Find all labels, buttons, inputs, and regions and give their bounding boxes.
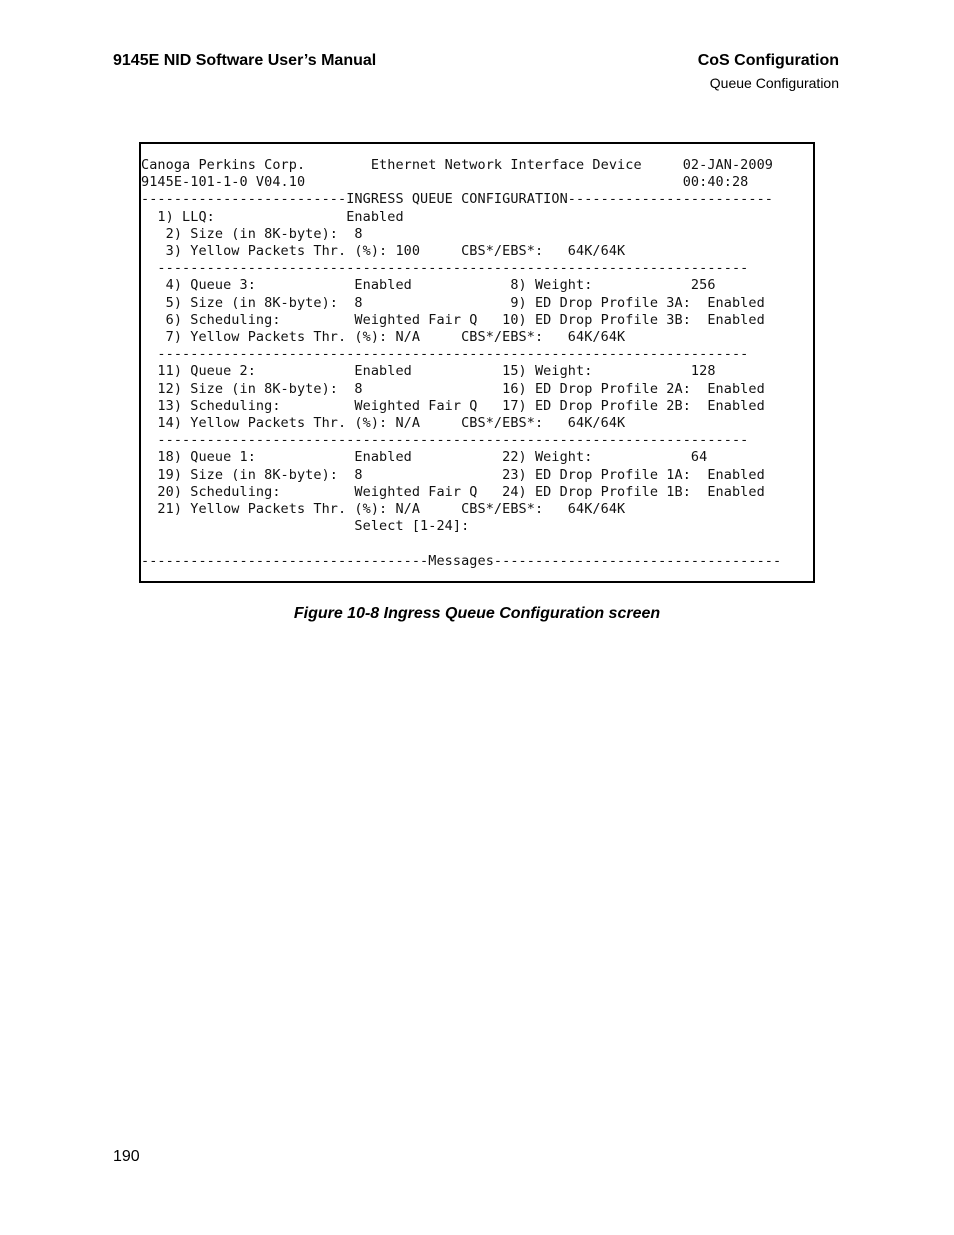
terminal-line: 4) Queue 3: Enabled 8) Weight: 256 xyxy=(141,277,716,294)
figure-caption: Figure 10-8 Ingress Queue Configuration screen xyxy=(293,605,661,622)
terminal-line: 5) Size (in 8K-byte): 8 9) ED Drop Profile 3A: Enabled xyxy=(141,294,765,311)
terminal-line: ------------------------------------------------------------------------ xyxy=(141,346,749,363)
terminal-line: ------------------------------------------------------------------------ xyxy=(141,432,749,449)
terminal-line: 6) Scheduling: Weighted Fair Q 10) ED Drop Profile 3B: Enabled xyxy=(141,311,765,328)
subsection-title: Queue Configuration xyxy=(709,75,839,91)
terminal-line: 3) Yellow Packets Thr. (%): 100 CBS*/EBS*: 64K/64K xyxy=(141,243,626,260)
terminal-line: 21) Yellow Packets Thr. (%): N/A CBS*/EBS*: 64K/64K xyxy=(141,501,626,518)
terminal-line: 20) Scheduling: Weighted Fair Q 24) ED Drop Profile 1B: Enabled xyxy=(141,483,765,500)
terminal-line: 11) Queue 2: Enabled 15) Weight: 128 xyxy=(141,363,716,380)
terminal-line: 19) Size (in 8K-byte): 8 23) ED Drop Profile 1A: Enabled xyxy=(141,466,765,483)
terminal-line: -------------------------INGRESS QUEUE CONFIGURATION------------------------- xyxy=(141,191,773,208)
section-title: CoS Configuration xyxy=(697,52,839,69)
terminal-line: Canoga Perkins Corp. Ethernet Network Interface Device 02-JAN-2009 xyxy=(141,157,773,173)
terminal-line: 9145E-101-1-0 V04.10 00:40:28 xyxy=(141,174,749,191)
terminal-line: ------------------------------------------------------------------------ xyxy=(141,260,749,277)
terminal-line: 12) Size (in 8K-byte): 8 16) ED Drop Profile 2A: Enabled xyxy=(141,380,765,397)
terminal-line: 13) Scheduling: Weighted Fair Q 17) ED Drop Profile 2B: Enabled xyxy=(141,397,765,414)
page-number: 190 xyxy=(113,1148,140,1165)
terminal-line: -----------------------------------Messages----------------------------------- xyxy=(141,552,782,569)
manual-title: 9145E NID Software User’s Manual xyxy=(113,52,377,69)
terminal-line: 2) Size (in 8K-byte): 8 xyxy=(141,225,363,242)
terminal-line: 1) LLQ: Enabled xyxy=(141,208,404,225)
terminal-line: 7) Yellow Packets Thr. (%): N/A CBS*/EBS*: 64K/64K xyxy=(141,329,626,346)
terminal-line: 14) Yellow Packets Thr. (%): N/A CBS*/EBS*: 64K/64K xyxy=(141,415,626,432)
terminal-text xyxy=(141,157,781,570)
terminal-line: Select [1-24]: xyxy=(141,518,470,535)
terminal-screen xyxy=(139,142,815,583)
terminal-line: 18) Queue 1: Enabled 22) Weight: 64 xyxy=(141,449,708,466)
